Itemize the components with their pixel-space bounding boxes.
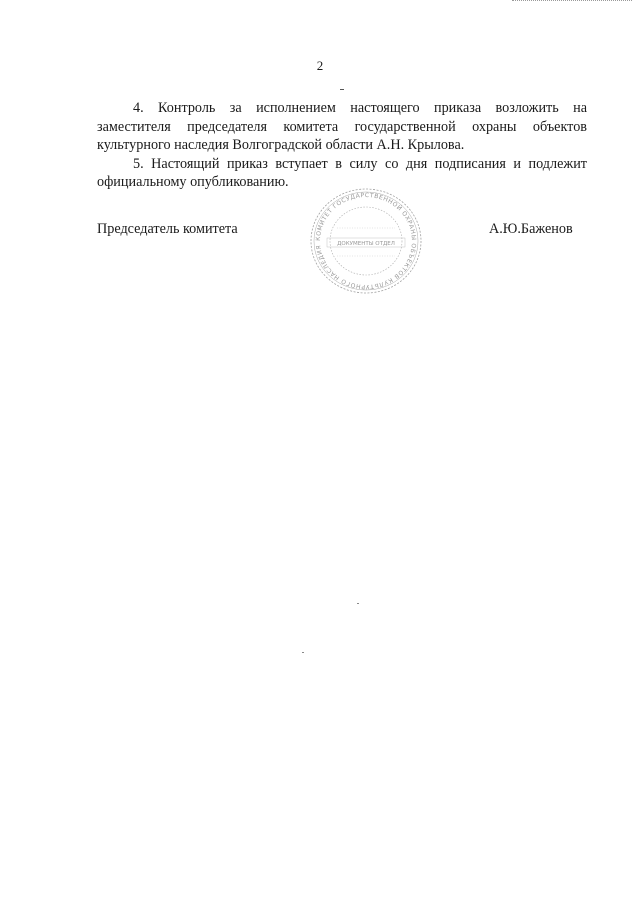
seal-center-text: ДОКУМЕНТЫ ОТДЕЛ [337,241,395,247]
paragraph-item-4: 4. Контроль за исполнением настоящего приказа возложить на заместителя председателя комитета государственной охраны объектов культурного наследия Волгоградской области А.Н. Крылова. [97,100,587,153]
seal-ring-text: КОМИТЕТ ГОСУДАРСТВЕННОЙ ОХРАНЫ ОБЪЕКТОВ КУЛЬТУРНОГО НАСЛЕДИЯ [314,191,418,291]
document-body [97,99,587,192]
signatory-title: Председатель комитета [97,221,238,237]
paragraph-item-5: 5. Настоящий приказ вступает в силу со дня подписания и подлежит официальному опубликованию. [97,155,587,190]
scan-speck [340,89,344,90]
scan-speck [357,603,359,604]
official-seal-icon [307,186,425,296]
scan-speck [302,652,304,653]
signatory-name: А.Ю.Баженов [489,221,573,237]
signature-block [97,221,577,241]
page-number: 2 [316,58,324,73]
scan-edge-mark [512,0,632,5]
